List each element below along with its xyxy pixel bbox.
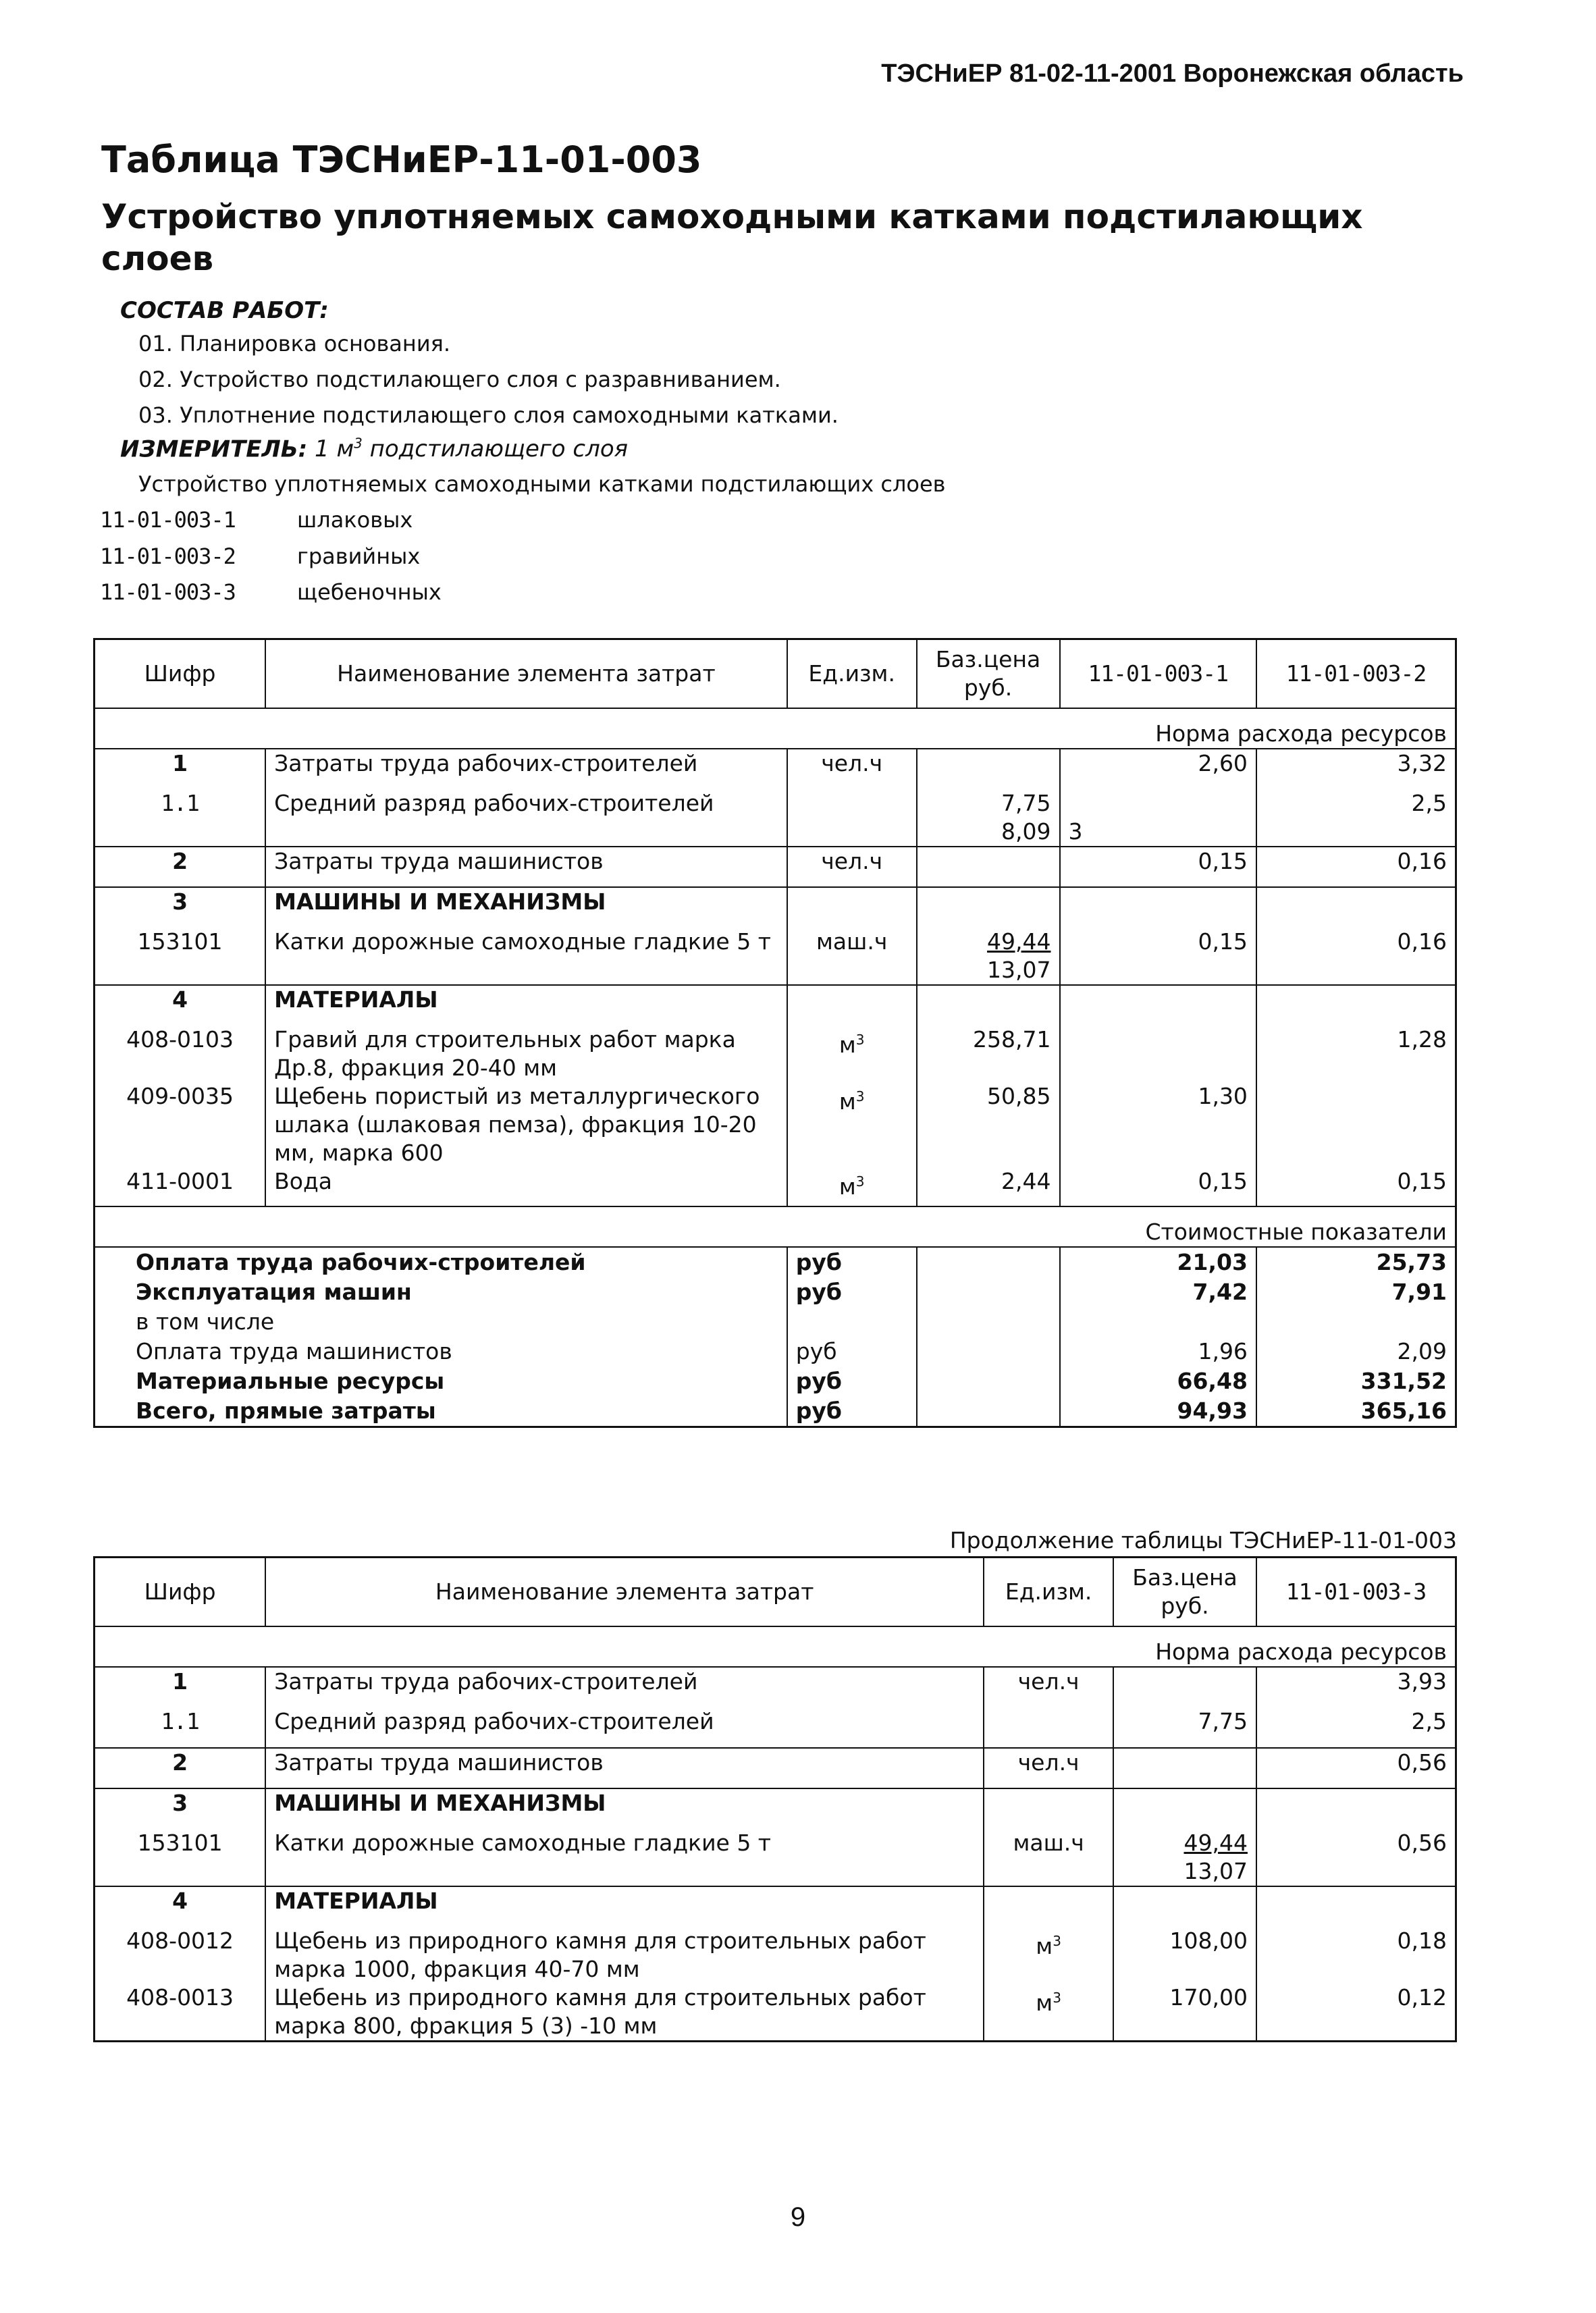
izmeritel-value: 1 м [315,435,354,463]
total-row: Эксплуатация машин руб 7,42 7,91 [95,1277,1456,1307]
table-row: 4 МАТЕРИАЛЫ [95,985,1456,1026]
total-row: Всего, прямые затраты руб 94,93 365,16 [95,1396,1456,1427]
table-row: 1.1 Средний разряд рабочих-строителей 7,75 8,09 3 2,5 [95,789,1456,847]
total-row: Оплата труда рабочих-строителей руб 21,03 25,73 [95,1247,1456,1277]
running-header: ТЭСНиЕР 81-02-11-2001 Воронежская область [881,59,1464,88]
table-row: 408-0012 Щебень из природного камня для строительных работ марка 1000, фракция 40-70 мм $м^3$ 108,00 0,18 [95,1927,1456,1984]
code: 11-01-003-2 [100,543,236,569]
code-name: гравийных [297,543,421,569]
table-row: 411-0001 Вода $м^3$ 2,44 0,15 0,15 [95,1167,1456,1206]
continuation-caption: Продолжение таблицы ТЭСНиЕР-11-01-003 [949,1527,1457,1553]
table-row: 2 Затраты труда машинистов чел.ч 0,15 0,16 [95,847,1456,887]
table-row: 1 Затраты труда рабочих-строителей чел.ч 2,60 3,32 [95,749,1456,789]
table-row: 408-0013 Щебень из природного камня для строительных работ марка 800, фракция 5 (3) -10 мм $м^3$ 170,00 0,12 [95,1984,1456,2042]
stoim-header: Стоимостные показатели [95,1206,1456,1247]
table-subtitle: Устройство уплотняемых самоходными катками подстилающих слоев [101,197,1363,278]
norma-header: Норма расхода ресурсов [95,708,1456,749]
page-number: 9 [790,2202,806,2232]
col-11-01-003-1: 11-01-003-1 [1060,639,1256,709]
total-row: Оплата труда машинистов руб 1,96 2,09 [95,1337,1456,1366]
table-row: 3 МАШИНЫ И МЕХАНИЗМЫ [95,887,1456,928]
table-row: 153101 Катки дорожные самоходные гладкие 5 т маш.ч 49,44 13,07 0,56 [95,1829,1456,1886]
table-row: 1 Затраты труда рабочих-строителей чел.ч 3,93 [95,1667,1456,1707]
col-name: Наименование элемента затрат [265,639,787,709]
table-row: 408-0103 Гравий для строительных работ марка Др.8, фракция 20-40 мм $м^3$ 258,71 1,28 [95,1026,1456,1082]
section-title: Устройство уплотняемых самоходными катками подстилающих слоев [138,471,946,497]
table-row: 1.1 Средний разряд рабочих-строителей 7,75 2,5 [95,1707,1456,1748]
table-row: 3 МАШИНЫ И МЕХАНИЗМЫ [95,1788,1456,1829]
code: 11-01-003-3 [100,579,236,605]
izmeritel: ИЗМЕРИТЕЛЬ: 1 $м^3$ подстилающего слоя [120,435,629,463]
total-row: Материальные ресурсы руб 66,48 331,52 [95,1366,1456,1396]
work-item: 03. Уплотнение подстилающего слоя самоходными катками. [138,402,839,428]
col-price: Баз.цена руб. [1113,1558,1256,1627]
code-name: щебеночных [297,579,442,605]
sostav-label: СОСТАВ РАБОТ: [120,297,329,324]
col-11-01-003-2: 11-01-003-2 [1256,639,1456,709]
table-row: 409-0035 Щебень пористый из металлургического шлака (шлаковая пемза), фракция 10-20 мм, марка 600 $м^3$ 50,85 1,30 [95,1082,1456,1167]
norma-header: Норма расхода ресурсов [95,1626,1456,1667]
code-name: шлаковых [297,507,413,533]
work-item: 02. Устройство подстилающего слоя с разравниванием. [138,367,781,392]
col-shifr: Шифр [95,1558,266,1627]
col-name: Наименование элемента затрат [265,1558,984,1627]
code: 11-01-003-1 [100,507,236,533]
col-price: Баз.цена руб. [917,639,1060,709]
table-row: 4 МАТЕРИАЛЫ [95,1886,1456,1927]
col-unit: Ед.изм. [984,1558,1113,1627]
table-row: 153101 Катки дорожные самоходные гладкие 5 т маш.ч 49,44 13,07 0,15 0,16 [95,928,1456,985]
col-11-01-003-3: 11-01-003-3 [1256,1558,1456,1627]
table-row: 2 Затраты труда машинистов чел.ч 0,56 [95,1748,1456,1788]
work-item: 01. Планировка основания. [138,331,451,356]
total-row: в том числе [95,1307,1456,1337]
resource-table-2 [93,1556,1457,2042]
col-unit: Ед.изм. [787,639,917,709]
col-shifr: Шифр [95,639,266,709]
resource-table-1 [93,638,1457,1428]
table-title: Таблица ТЭСНиЕР-11-01-003 [101,138,702,181]
izmeritel-label: ИЗМЕРИТЕЛЬ: [120,435,308,463]
